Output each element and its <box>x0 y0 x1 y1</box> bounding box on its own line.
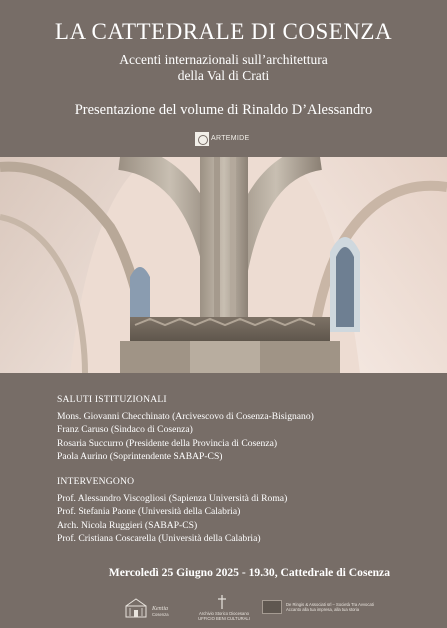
saluti-item: Mons. Giovanni Checchinato (Arcivescovo di Cosenza-Bisignano) <box>57 410 314 422</box>
sponsor-3-name: Archivio Storico Diocesano <box>198 611 250 616</box>
sponsor-footer <box>0 592 447 628</box>
intervengono-heading: INTERVENGONO <box>57 476 135 487</box>
saluti-item: Franz Caruso (Sindaco di Cosenza) <box>57 424 193 436</box>
cathedral-emblem-icon <box>124 598 148 618</box>
poster-subtitle <box>0 52 447 84</box>
saluti-heading: SALUTI ISTITUZIONALI <box>57 394 167 405</box>
sponsor-4-name: De Ringis & Associati srl – Società Tra Avvocati <box>286 602 374 607</box>
speaker-item: Arch. Nicola Ruggieri (SABAP-CS) <box>57 519 198 531</box>
publisher-mark-icon <box>195 132 209 146</box>
cross-icon <box>217 595 227 609</box>
sponsor-2-name: Kentia <box>152 606 168 612</box>
cathedral-photo <box>0 157 447 373</box>
saluti-item: Rosaria Succurro (Presidente della Provincia di Cosenza) <box>57 437 278 449</box>
event-details: Mercoledì 25 Giugno 2025 - 19.30, Cattedrale di Cosenza <box>108 566 390 579</box>
speaker-item: Prof. Alessandro Viscogliosi (Sapienza Università di Roma) <box>57 492 288 504</box>
poster-title: LA CATTEDRALE DI COSENZA <box>54 19 393 44</box>
presentation-line: Presentazione del volume di Rinaldo D’Alessandro <box>74 102 373 118</box>
subtitle-line-2: della Val di Crati <box>177 68 270 83</box>
sponsor-logo-3 <box>189 611 259 621</box>
sponsor-logo-2 <box>152 607 169 617</box>
subtitle-line-1: Accenti internazionali sull’architettura <box>119 52 328 67</box>
publisher-logo <box>195 130 252 147</box>
intervengono-section <box>57 475 287 546</box>
saluti-item: Paola Aurino (Soprintendente SABAP-CS) <box>57 451 223 463</box>
law-firm-logo-icon <box>262 600 282 614</box>
publisher-name: ARTEMIDE <box>211 135 250 142</box>
saluti-section <box>57 393 314 464</box>
sponsor-4-sub: Accanto alla tua impresa, alla tua storia <box>286 607 360 612</box>
speaker-item: Prof. Cristiana Coscarella (Università della Calabria) <box>57 533 261 545</box>
sponsor-3-sub: UFFICIO BENI CULTURALI <box>198 616 250 621</box>
sponsor-2-sub: Cosenza <box>152 612 169 617</box>
speaker-item: Prof. Stefania Paone (Università della Calabria) <box>57 506 241 518</box>
sponsor-logo-4 <box>286 602 396 612</box>
